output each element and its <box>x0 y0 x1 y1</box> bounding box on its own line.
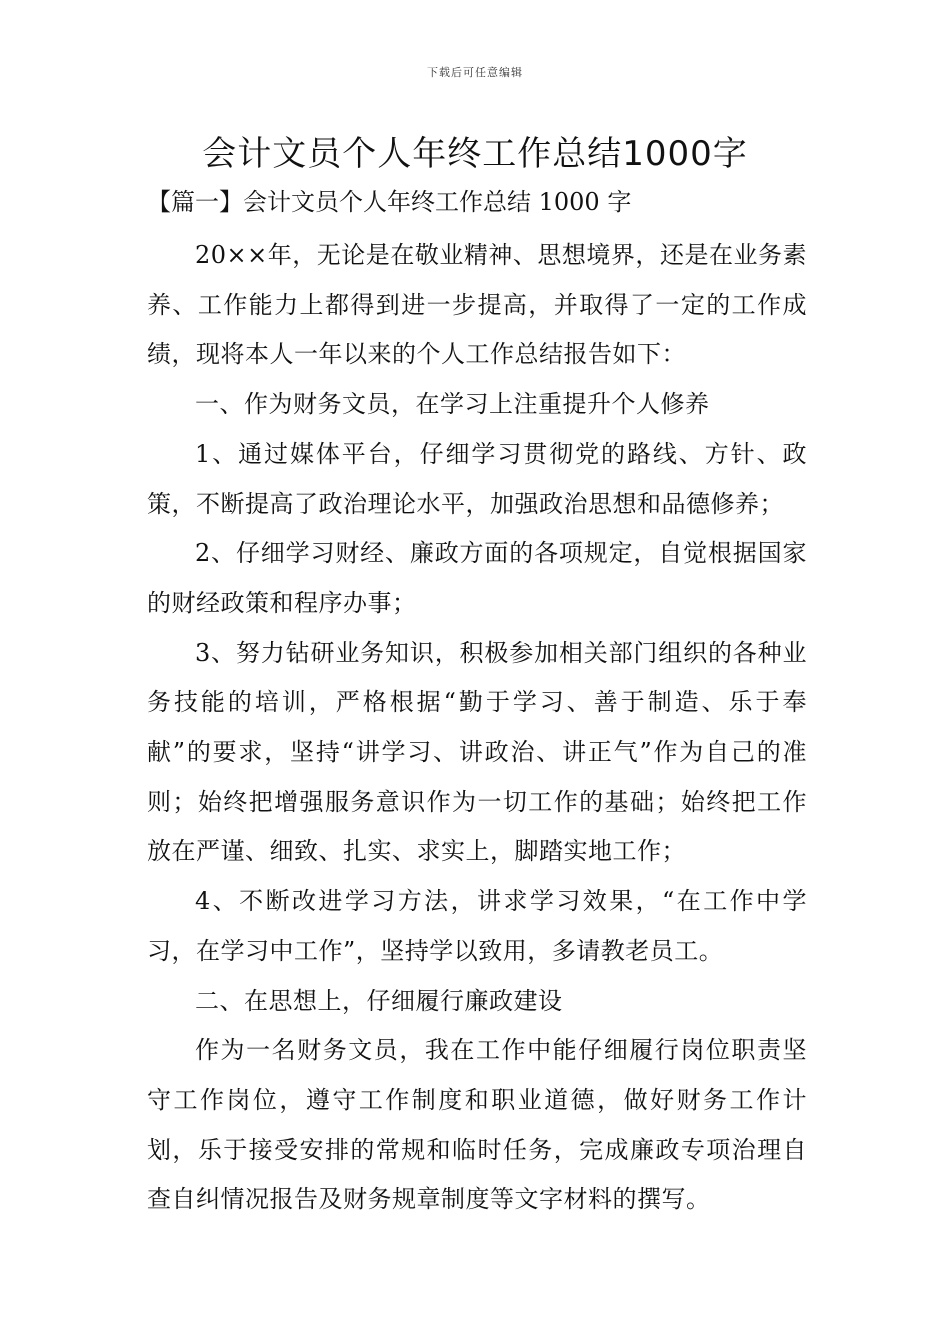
paragraph-item-3: 3、努力钻研业务知识，积极参加相关部门组织的各种业务技能的培训，严格根据“勤于学习、善于制造、乐于奉献”的要求，坚持“讲学习、讲政治、讲正气”作为自己的准则；始终把增强服务意识作为一切工作的基础；始终把工作放在严谨、细致、扎实、求实上，脚踏实地工作； <box>147 638 807 866</box>
document-body <box>147 231 807 1225</box>
paragraph-item-1: 1、通过媒体平台，仔细学习贯彻党的路线、方针、政策，不断提高了政治理论水平，加强政治思想和品德修养； <box>147 439 807 518</box>
header-note: 下载后可任意编辑 <box>427 66 523 79</box>
paragraph-item-2: 2、仔细学习财经、廉政方面的各项规定，自觉根据国家的财经政策和程序办事； <box>147 539 807 617</box>
paragraph-intro: 20××年，无论是在敬业精神、思想境界，还是在业务素养、工作能力上都得到进一步提高，并取得了一定的工作成绩，现将本人一年以来的个人工作总结报告如下： <box>147 241 807 369</box>
document-title: 会计文员个人年终工作总结1000字 <box>202 134 748 174</box>
section-heading: 【篇一】会计文员个人年终工作总结 1000 字 <box>147 188 632 216</box>
paragraph-heading-1: 一、作为财务文员，在学习上注重提升个人修养 <box>195 390 710 419</box>
paragraph-item-4: 4、不断改进学习方法，讲求学习效果，“在工作中学习，在学习中工作”，坚持学以致用，多请教老员工。 <box>147 887 807 965</box>
paragraph-heading-2: 二、在思想上，仔细履行廉政建设 <box>195 986 563 1015</box>
paragraph-duties: 作为一名财务文员，我在工作中能仔细履行岗位职责坚守工作岗位，遵守工作制度和职业道德，做好财务工作计划，乐于接受安排的常规和临时任务，完成廉政专项治理自查自纠情况报告及财务规章制度等文字材料的撰写。 <box>147 1036 807 1214</box>
